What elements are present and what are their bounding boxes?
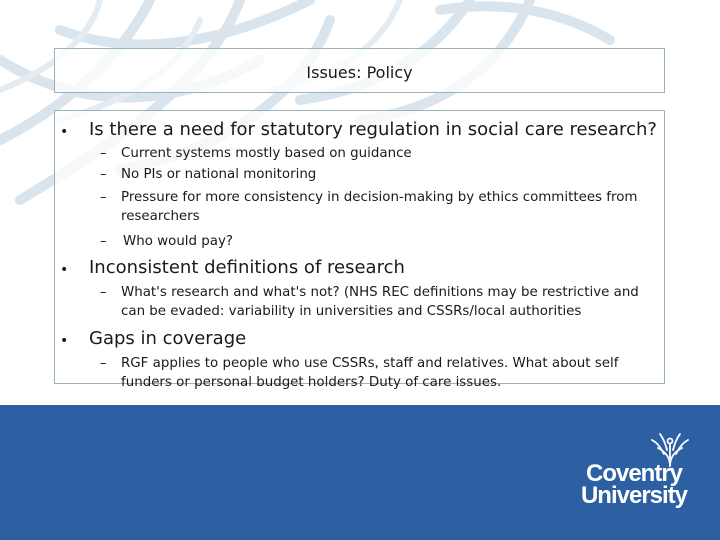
- dash-icon: –: [100, 167, 107, 182]
- slide-title: Issues: Policy: [306, 63, 413, 82]
- logo-line-1: Coventry: [585, 460, 683, 487]
- sub-bullet-1-3: Pressure for more consistency in decision-making by ethics committees from researchers: [121, 190, 638, 224]
- dash-icon: –: [100, 285, 107, 300]
- sub-bullet-3-1: RGF applies to people who use CSSRs, staff and relatives. What about self funders or personal budget holders? Duty of care issues.: [121, 356, 619, 390]
- coventry-university-logo: [578, 432, 690, 512]
- dash-icon: –: [100, 356, 107, 371]
- bullet-1: Is there a need for statutory regulation in social care research?: [89, 119, 657, 140]
- logo-line-2: University: [580, 482, 688, 509]
- dash-icon: –: [100, 190, 107, 205]
- sub-bullet-1-4: Who would pay?: [123, 234, 234, 249]
- sub-bullet-2-1: What's research and what's not? (NHS REC definitions may be restrictive and can be evaded: variability in universities and CSSRs/local authorities: [121, 285, 639, 319]
- dash-icon: –: [100, 234, 107, 249]
- bullet-icon: •: [60, 262, 69, 278]
- bullet-2: Inconsistent definitions of research: [89, 257, 405, 278]
- sub-bullet-1-2: No PIs or national monitoring: [121, 167, 317, 182]
- bullet-icon: •: [60, 124, 69, 140]
- sub-bullet-1-1: Current systems mostly based on guidance: [121, 146, 412, 161]
- slide-title-box: [54, 48, 665, 93]
- content-box: [54, 110, 665, 390]
- bullet-3: Gaps in coverage: [89, 328, 247, 349]
- bullet-icon: •: [60, 333, 69, 349]
- dash-icon: –: [100, 146, 107, 161]
